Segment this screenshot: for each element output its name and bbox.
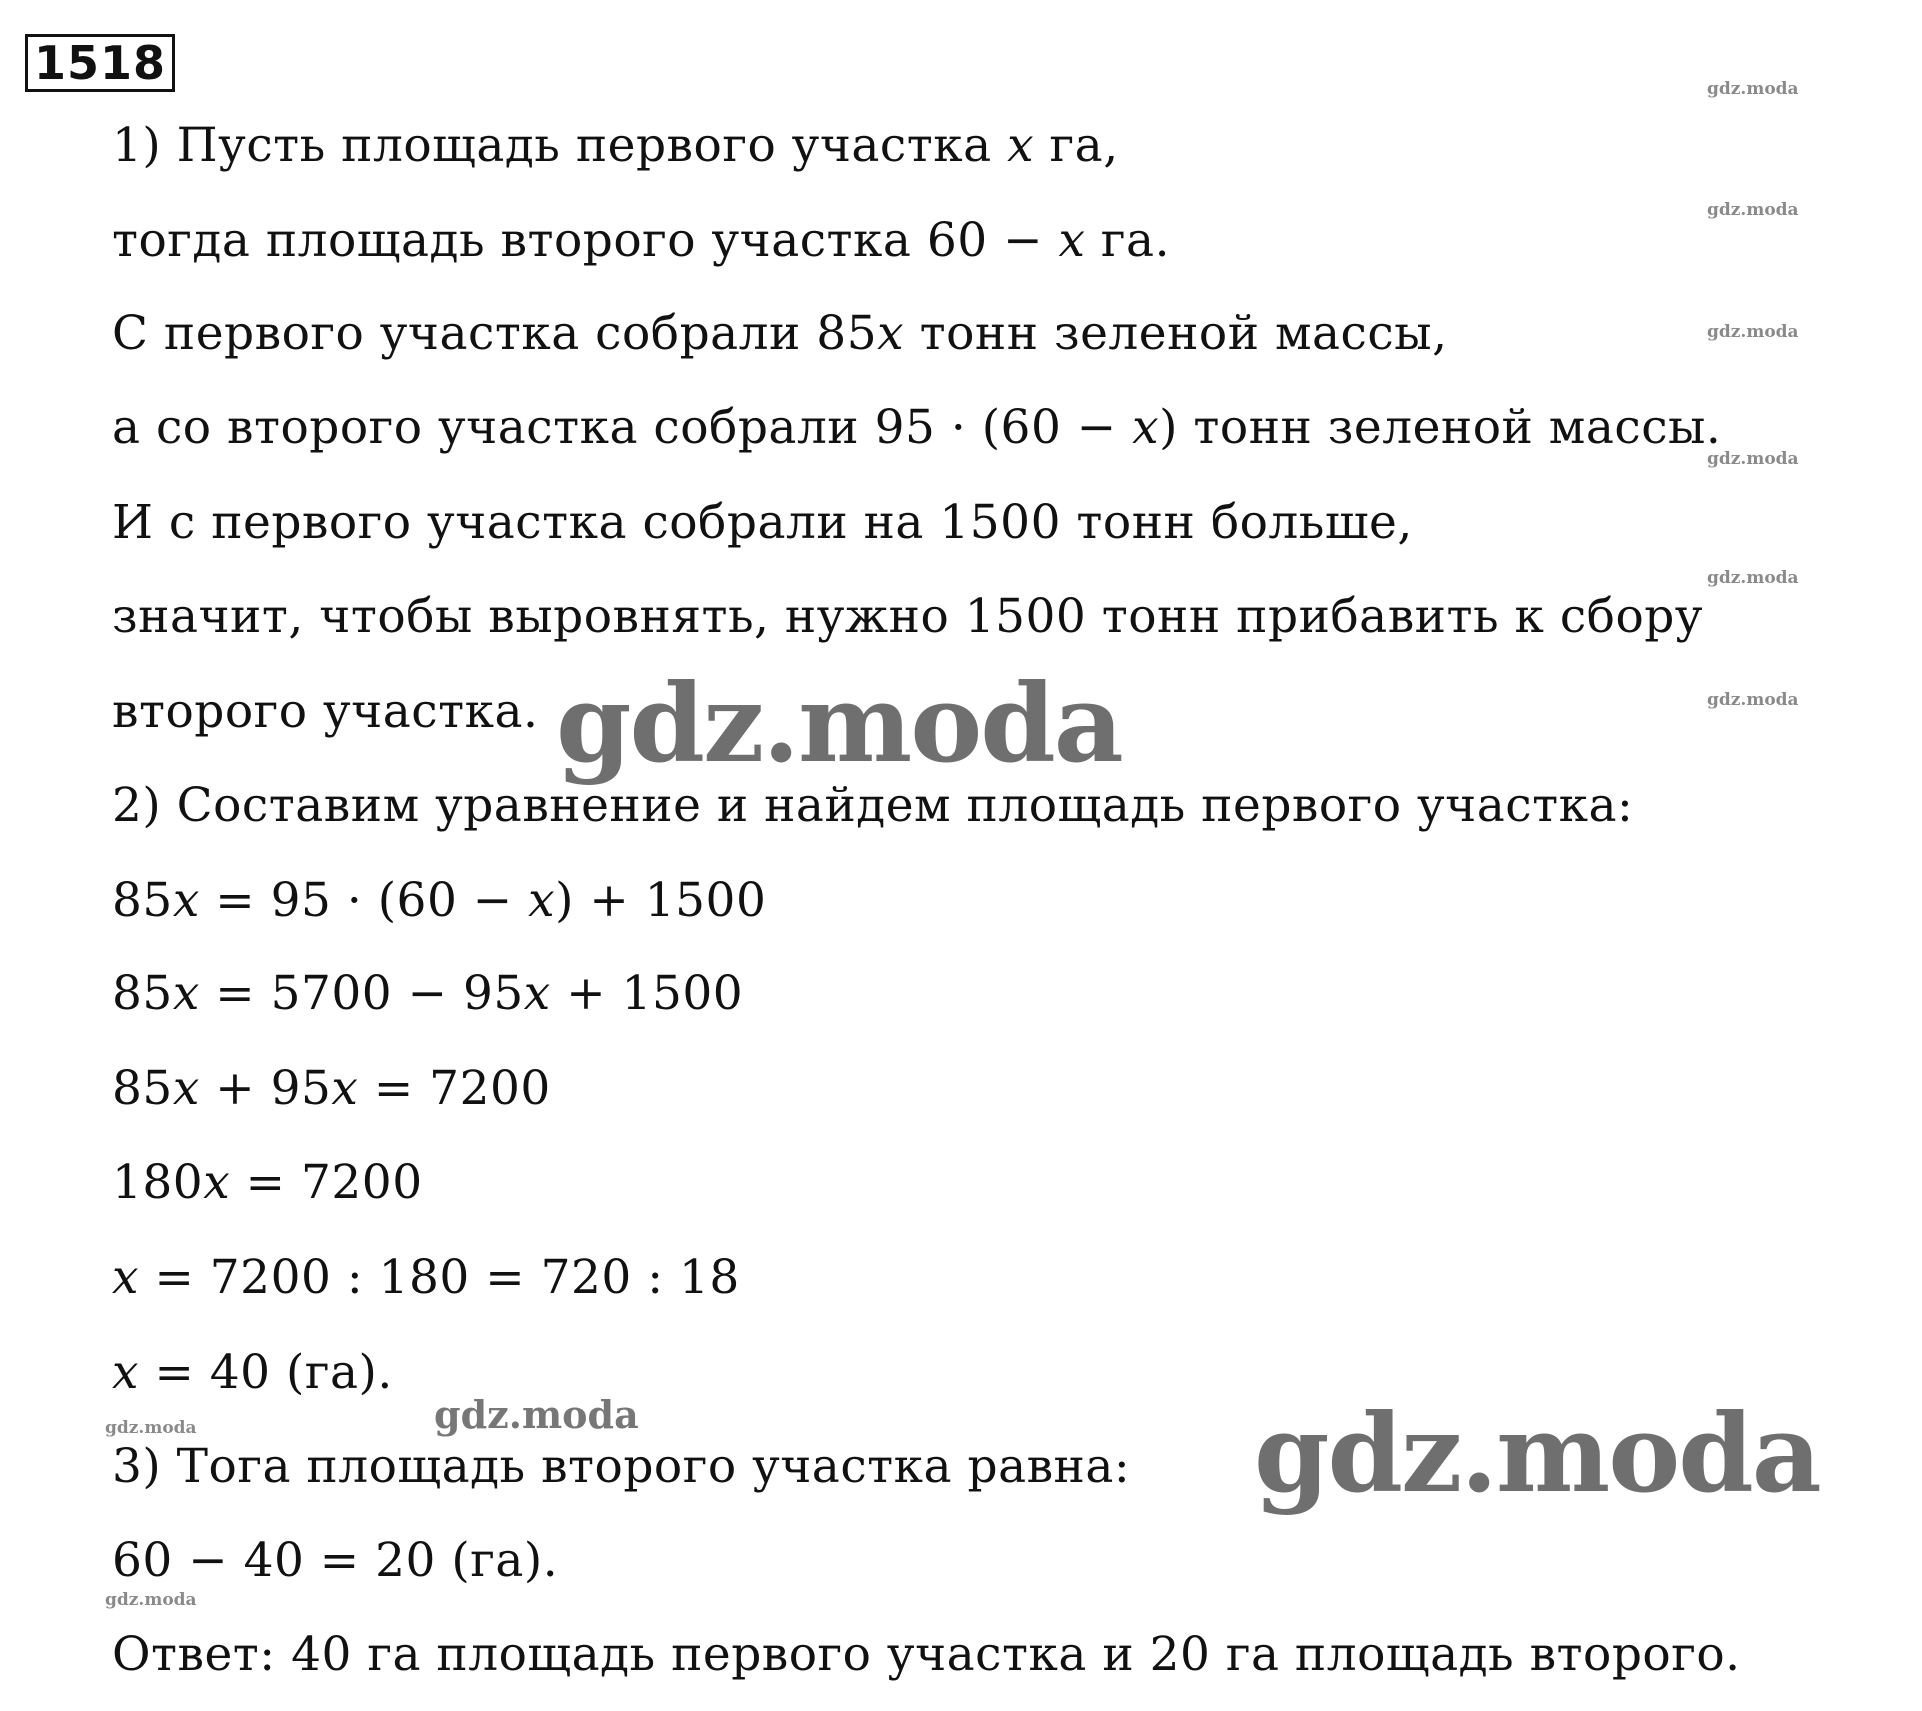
equation-line-3: 85x + 95x = 7200: [112, 1061, 551, 1116]
problem-number: 1518: [25, 34, 175, 92]
watermark-small: gdz.moda: [1707, 449, 1799, 469]
watermark-small: gdz.moda: [1707, 79, 1799, 99]
watermark-large: gdz.moda: [1254, 1391, 1820, 1517]
solution-line-8: 2) Составим уравнение и найдем площадь первого участка:: [112, 778, 1634, 833]
watermark-medium: gdz.moda: [434, 1392, 639, 1437]
equation-line-2: 85x = 5700 − 95x + 1500: [112, 966, 744, 1021]
equation-line-5: x = 7200 : 180 = 720 : 18: [112, 1250, 740, 1305]
solution-line-3: С первого участка собрали 85x тонн зеленой массы,: [112, 306, 1448, 361]
solution-line-7: второго участка.: [112, 684, 539, 739]
solution-line-2: тогда площадь второго участка 60 − x га.: [112, 213, 1171, 268]
solution-line-1: 1) Пусть площадь первого участка x га,: [112, 118, 1119, 173]
watermark-small: gdz.moda: [105, 1590, 197, 1610]
solution-line-4: а со второго участка собрали 95 · (60 − x) тонн зеленой массы.: [112, 400, 1722, 455]
solution-line-9: 3) Тога площадь второго участка равна:: [112, 1439, 1131, 1494]
equation-line-1: 85x = 95 · (60 − x) + 1500: [112, 873, 767, 928]
watermark-small: gdz.moda: [105, 1418, 197, 1438]
watermark-small: gdz.moda: [1707, 690, 1799, 710]
equation-line-4: 180x = 7200: [112, 1155, 423, 1210]
watermark-small: gdz.moda: [1707, 322, 1799, 342]
solution-line-6: значит, чтобы выровнять, нужно 1500 тонн прибавить к сбору: [112, 589, 1703, 644]
watermark-large: gdz.moda: [556, 661, 1122, 787]
equation-line-6: x = 40 (га).: [112, 1345, 393, 1400]
answer-line: Ответ: 40 га площадь первого участка и 20 га площадь второго.: [112, 1627, 1741, 1682]
watermark-small: gdz.moda: [1707, 200, 1799, 220]
watermark-small: gdz.moda: [1707, 568, 1799, 588]
solution-line-10: 60 − 40 = 20 (га).: [112, 1533, 559, 1588]
solution-line-5: И с первого участка собрали на 1500 тонн больше,: [112, 495, 1413, 550]
